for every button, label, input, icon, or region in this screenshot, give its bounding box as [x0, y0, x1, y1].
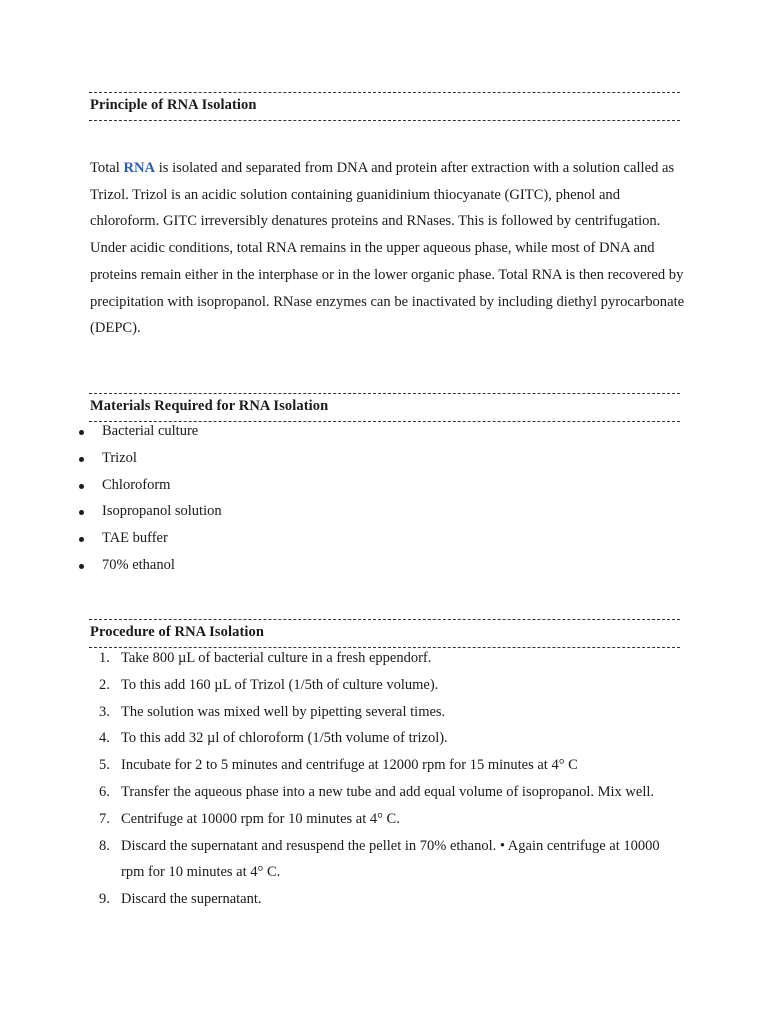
bullet-icon [79, 564, 84, 569]
bullet-icon [79, 457, 84, 462]
step-item [0, 725, 681, 752]
step-number: 4. [99, 730, 110, 747]
step-item [0, 752, 681, 779]
list-item-text: TAE buffer [102, 530, 168, 547]
list-item-text: Isopropanol solution [102, 503, 222, 520]
bullet-icon [79, 430, 84, 435]
rna-link[interactable]: RNA [123, 160, 156, 176]
step-item [0, 806, 681, 833]
list-item [0, 525, 222, 552]
step-item [0, 779, 681, 806]
step-number: 6. [99, 783, 110, 800]
list-item-text: Bacterial culture [102, 423, 199, 439]
step-number: 2. [99, 676, 110, 693]
list-item [0, 552, 222, 579]
list-item-text: 70% ethanol [102, 556, 175, 573]
procedure-heading: Procedure of RNA Isolation [90, 624, 265, 640]
procedure-heading-box [89, 619, 680, 648]
step-number: 7. [99, 810, 110, 827]
step-number: 8. [99, 837, 110, 854]
step-text: To this add 160 µL of Trizol (1/5th of culture volume). [121, 676, 439, 693]
bullet-icon [79, 510, 84, 515]
step-text: Centrifuge at 10000 rpm for 10 minutes at 4° C. [121, 810, 400, 827]
list-item [0, 472, 222, 499]
step-text: To this add 32 µl of chloroform (1/5th volume of trizol). [121, 730, 448, 747]
step-text: Discard the supernatant. [121, 891, 262, 908]
step-number: 3. [99, 703, 110, 720]
principle-heading: Principle of RNA Isolation [90, 97, 257, 113]
materials-list [0, 418, 222, 579]
bullet-icon [79, 537, 84, 542]
list-item [0, 498, 222, 525]
principle-heading-box [89, 92, 680, 121]
bullet-icon [79, 484, 84, 489]
list-item [0, 445, 222, 472]
step-text: Discard the supernatant and resuspend the pellet in 70% ethanol. • Again centrifuge at 10000 rpm for 10 minutes at 4° C. [121, 837, 660, 881]
step-item [0, 672, 681, 699]
step-number: 5. [99, 757, 110, 774]
step-text: Take 800 µL of bacterial culture in a fresh eppendorf. [121, 650, 432, 666]
list-item [0, 418, 222, 445]
step-text: Transfer the aqueous phase into a new tube and add equal volume of isopropanol. Mix well. [121, 783, 655, 800]
step-text: The solution was mixed well by pipetting several times. [121, 703, 446, 720]
step-item [0, 886, 681, 913]
step-number: 1. [99, 650, 110, 666]
materials-heading: Materials Required for RNA Isolation [90, 398, 329, 414]
step-number: 9. [99, 891, 110, 908]
list-item-text: Chloroform [102, 476, 171, 493]
step-item [0, 645, 681, 672]
step-item [0, 699, 681, 726]
list-item-text: Trizol [102, 449, 137, 466]
principle-paragraph [90, 155, 690, 342]
procedure-steps [0, 645, 681, 913]
step-item [0, 833, 681, 887]
principle-text-after: is isolated and separated from DNA and protein after extraction with a solution called as Trizol. Trizol is an acidic solution containing guanidinium thiocyanate (GITC), phenol and chloroform. GITC irreversibly denatures proteins and RNases. This is followed by centrifugation. Under acidic conditions, total RNA remains in the upper aqueous phase, while most of DNA and proteins remain either in the interphase or in the lower organic phase. Total RNA is then recovered by precipitation with isopropanol. RNase enzymes can be inactivated by including diethyl pyrocarbonate (DEPC). [90, 160, 685, 337]
step-text: Incubate for 2 to 5 minutes and centrifuge at 12000 rpm for 15 minutes at 4° C [121, 757, 578, 774]
principle-text-before: Total [90, 160, 124, 176]
